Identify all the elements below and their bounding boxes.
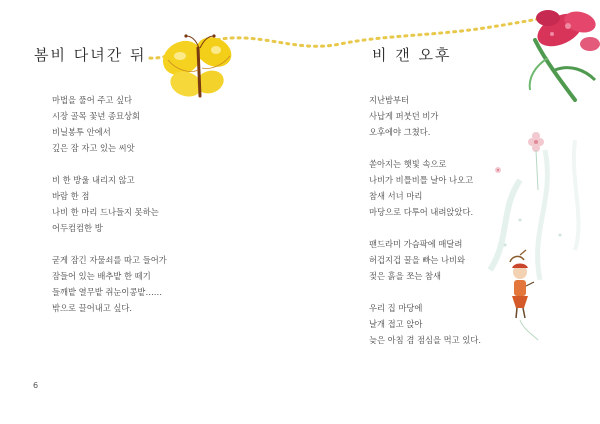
poem-line: 잠들어 있는 배추밭 한 떼기	[52, 271, 151, 281]
stanza-break	[369, 284, 481, 300]
page-number: 6	[33, 381, 39, 390]
right-poem-body	[369, 92, 481, 348]
poem-line: 어두컴컴한 방	[52, 223, 103, 233]
stanza-break	[369, 140, 481, 156]
stanza-break	[369, 220, 481, 236]
poem-line: 사납게 퍼붓던 비가	[369, 111, 439, 121]
poem-line: 늦은 아침 겸 점심을 먹고 있다.	[369, 335, 482, 345]
poem-line: 굳게 잠긴 자물쇠를 따고 들어가	[52, 255, 167, 265]
poem-line: 밖으로 끌어내고 싶다.	[52, 303, 133, 313]
poem-line: 깊은 잠 자고 있는 씨앗	[52, 143, 135, 153]
poem-line: 비 한 방울 내리지 않고	[52, 175, 135, 185]
girl-with-umbrella-illustration	[510, 250, 538, 340]
right-poem-title: 비 갠 오후	[372, 46, 452, 64]
poem-line: 시장 골목 꽃년 종묘상회	[52, 111, 141, 121]
watercolor-wash	[490, 140, 579, 280]
poem-line: 오후에야 그쳤다.	[369, 127, 431, 137]
poem-line: 쏟아지는 햇빛 속으로	[369, 159, 447, 169]
poem-line: 바람 한 점	[52, 191, 90, 201]
cockscomb-flower-illustration	[530, 7, 600, 100]
poem-line: 날개 접고 앉아	[369, 319, 423, 329]
poem-line: 허겁지겁 꿀을 빠는 나비와	[369, 255, 466, 265]
butterfly-illustration	[157, 32, 237, 101]
left-poem-body	[52, 92, 167, 316]
poem-line: 지난밤부터	[369, 95, 410, 105]
poem-line: 참새 서너 마리	[369, 191, 423, 201]
poem-line: 나비가 비틀비틀 날아 나오고	[369, 175, 474, 185]
poem-line: 팬드라미 가슴팍에 매달려	[369, 239, 463, 249]
poem-line: 비닐봉투 안에서	[52, 127, 111, 137]
poem-line: 들깨밭 열무밭 쥐눈이콩밭……	[52, 287, 163, 297]
stanza-break	[52, 236, 167, 252]
poem-line: 나비 한 마리 드나들지 못하는	[52, 207, 159, 217]
poem-line: 젖은 흙을 쪼는 참새	[369, 271, 442, 281]
left-poem-title: 봄비 다녀간 뒤	[34, 46, 147, 64]
poem-line: 우리 집 마당에	[369, 303, 423, 313]
stanza-break	[52, 156, 167, 172]
poem-line: 마당으로 다투어 내려앉았다.	[369, 207, 474, 217]
poem-line: 마법을 풀어 주고 싶다	[52, 95, 133, 105]
